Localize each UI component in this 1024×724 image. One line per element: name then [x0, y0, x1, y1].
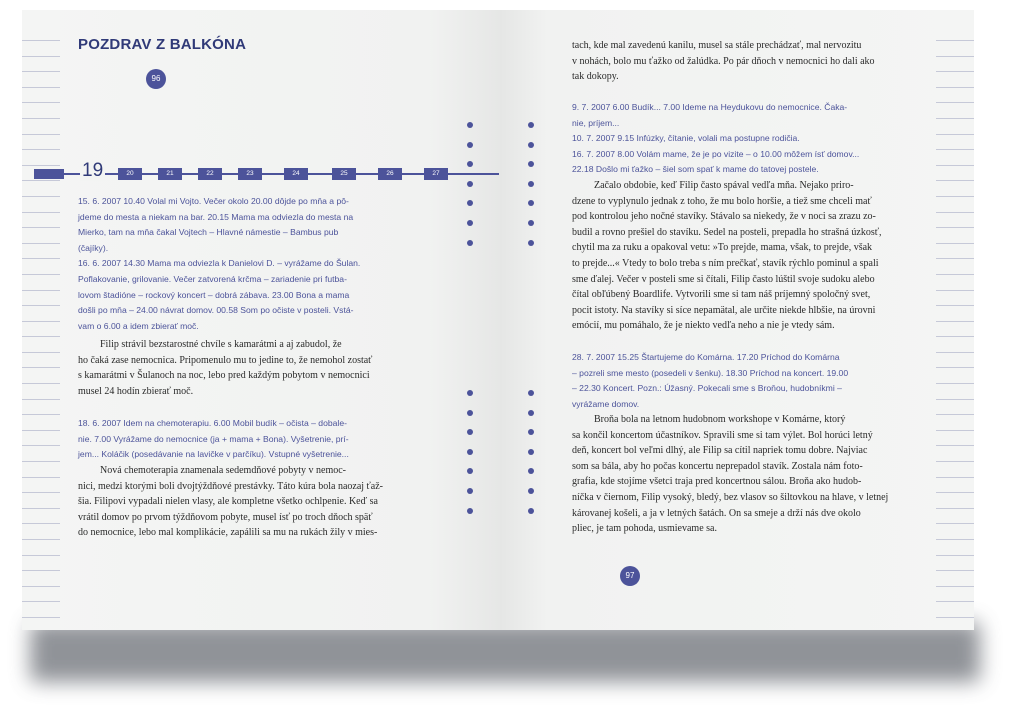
margin-dots-upper: [467, 122, 473, 259]
narrative-paragraph-continued: tach, kde mal zavedenú kanilu, musel sa stále prechádzať, mal nervozitu v nohách, bolo mu ťažko od žalúdka. Po pár dňoch v nemocnici ho dali ako tak dokopy.: [572, 40, 875, 83]
page-number-right: 97: [620, 566, 640, 586]
margin-dots-lower-right: [528, 390, 534, 527]
book-shadow: [30, 622, 980, 682]
left-page: [22, 10, 501, 630]
timeline-day: 26: [378, 168, 402, 180]
timeline-day: 20: [118, 168, 142, 180]
page-number-left: 96: [146, 69, 166, 89]
margin-dots-lower: [467, 390, 473, 527]
chapter-title: POZDRAV Z BALKÓNA: [78, 36, 247, 53]
timeline-start-block: [34, 169, 64, 179]
timeline-day: 23: [238, 168, 262, 180]
diary-entry-june-15-16: 15. 6. 2007 10.40 Volal mi Vojto. Večer okolo 20.00 dôjde po mňa a pô- jdeme do mesta a niekam na bar. 20.15 Mama ma odviezla do mesta na Mierko, tam na mňa čakal Vojtech – Hlavné námestie – Bambus pub (čajíky). 16. 6. 2007 14.30 Mama ma odviezla k Danielovi D. – vyrážame do Šulan. Poflakovanie, grilovanie. Večer zatvorená krčma – zariadenie pri futba- lovom štadióne – rockový koncert – dobrá zábava. 23.00 Bona a mama došli po mňa – 24.00 návrat domov. 00.58 Som po očiste v posteli. Vstá- vam o 6.00 a idem zbierať moč.: [78, 196, 361, 331]
margin-dots-upper-right: [528, 122, 534, 259]
right-page: [500, 10, 974, 630]
timeline-day: 22: [198, 168, 222, 180]
diary-entry-july: 9. 7. 2007 6.00 Budík... 7.00 Ideme na Heydukovu do nemocnice. Čaka- nie, príjem... 10. 7. 2007 9.15 Infúzky, čítanie, volali ma postupne rodičia. 16. 7. 2007 8.00 Volám mame, že je po vizite – o 10.00 môžem ísť domov... 22.18 Došlo mi ťažko – šiel som spať k mame do tatovej postele.: [572, 102, 860, 175]
diary-entry-july-28: 28. 7. 2007 15.25 Štartujeme do Komárna. 17.20 Príchod do Komárna – pozreli sme mesto (posedeli v šenku). 18.30 Príchod na koncert. 19.00 – 22.30 Koncert. Pozn.: Úžasný. Pokecali sme s Broňou, hudobníkmi – vyrážame domov.: [572, 352, 849, 409]
diary-entry-june-18: 18. 6. 2007 Idem na chemoterapiu. 6.00 Mobil budík – očista – dobale- nie. 7.00 Vyrážame do nemocnice (ja + mama + Bona). Vyšetrenie, prí- jem... Koláčik (posedávanie na lavičke v parčíku). Vstupné vyšetrenie...: [78, 418, 349, 460]
narrative-paragraph: Broňa bola na letnom hudobnom workshope v Komárne, ktorý sa končil koncertom účastníkov. Spravili sme si tam výlet. Bol horúci letný deň, koncert bol veľmi dlhý, ale Filip sa cítil napriek tomu dobre. Najviac som sa bála, aby ho počas koncertu neprepadol stavík. Zostala nám foto- grafia, kde stojíme všetci traja pred koncertnou sálou. Broňa ako hudob- níčka v čiernom, Filip vysoký, bledý, bez vlasov so šiltovkou na hlave, v letnej károvanej košeli, a ja v letných šatách. On sa smeje a drží nás dve okolo pliec, je tam pohoda, usmievame sa.: [572, 414, 889, 535]
timeline-day: 24: [284, 168, 308, 180]
date-timeline: [34, 160, 499, 181]
right-margin-rules: [936, 40, 974, 630]
timeline-day: 25: [332, 168, 356, 180]
timeline-current-day: 19: [82, 160, 104, 181]
narrative-paragraph: Filip strávil bezstarostné chvíle s kamarátmi a aj zabudol, že ho čaká zase nemocnica. Pripomenulo mu to jedine to, že nemohol zostať s kamarátmi v Šulanoch na noc, lebo pred každým pobytom v nemocnici musel 24 hodín zbierať moč.: [78, 339, 373, 397]
narrative-paragraph: Začalo obdobie, keď Filip často spával vedľa mňa. Nejako priro- dzene to vyplynulo jednak z toho, že mu bolo horšie, a tiež sme chceli mať pod kontrolou jeho nočné stavíky. Stávalo sa niekedy, že v noci sa zrazu zo- budil a rovno prešiel do stavíku. Sedel na posteli, prepadla ho strašná úzkosť, chytil ma za ruku a opakoval vetu: »To prejde, mama, však, to prejde, však to prejde...« Vtedy to bolo treba s ním prečkať, stavík rýchlo pominul a spali sme ďalej. Večer v posteli sme si čítali, Filip často lúštil svoje sudoku alebo čítal obľúbený Boardlife. Vytvorili sme si tam náš príjemný spoločný svet, pocit istoty. Na stavíky si síce nepamätal, ale určite niekde hlbšie, na úrovni emócií, mu pomáhalo, že je niekto vedľa neho a nie je vtedy sám.: [572, 180, 882, 332]
left-margin-rules: [22, 40, 60, 630]
timeline-day: 27: [424, 168, 448, 180]
narrative-paragraph: Nová chemoterapia znamenala sedemdňové pobyty v nemoc- nici, medzi ktorými boli dvojtýždňové prestávky. Táto kúra bola naozaj ťaž- šia. Filipovi vypadali nielen vlasy, ale kompletne všetko ochlpenie. Keď sa vrátil domov po prvom týždňovom pobyte, musel ísť po troch dňoch späť do nemocnice, lebo mal komplikácie, zapálili sa mu na rukách žily v mies-: [78, 465, 384, 539]
timeline-day: 21: [158, 168, 182, 180]
